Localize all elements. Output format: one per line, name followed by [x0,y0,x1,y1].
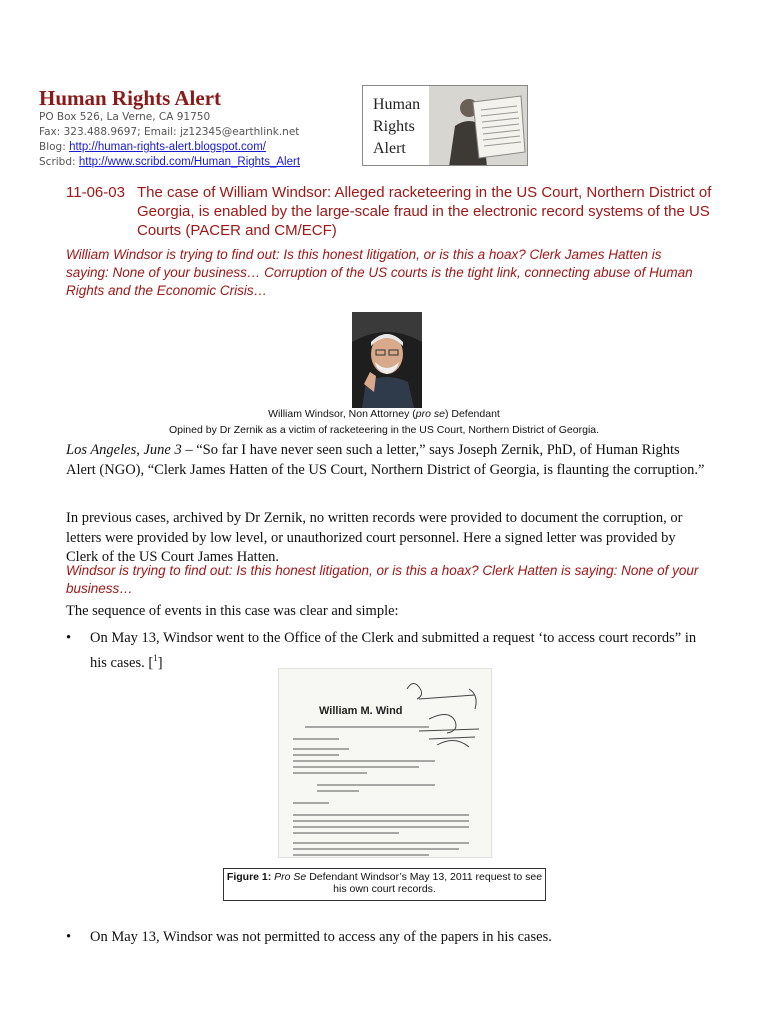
lead-summary: William Windsor is trying to find out: Is this honest litigation, or is this a hoax? Clerk James Hatten is saying: None of your business… Corruption of the US courts is the tight link, connecting abuse of Human Rights and the Economic Crisis… [66,247,693,298]
logo-text [373,94,420,160]
bullet-icon: • [66,929,72,945]
scribd-link[interactable]: http://www.scribd.com/Human_Rights_Alert [78,156,301,168]
logo-word: Rights [373,118,415,135]
org-title: Human Rights Alert [39,86,222,110]
logo-word: Alert [373,140,406,157]
blog-line [39,140,266,154]
scribd-line [39,155,300,169]
dateline: Los Angeles, June 3 [66,442,182,458]
figure-label: Figure 1: [226,871,272,883]
photo-caption-line1: William Windsor, Non Attorney (pro se) Defendant [268,408,500,420]
list-item-text: On May 13, Windsor was not permitted to access any of the papers in his cases. [90,929,552,945]
italic-red-callout: Windsor is trying to find out: Is this honest litigation, or is this a hoax? Clerk Hatten is saying: None of your business… [66,563,699,596]
headline [66,183,716,240]
logo-photo-icon [429,86,528,166]
list-item-text: On May 13, Windsor went to the Office of the Clerk and submitted a request ‘to access court records” in his cases. [$^1$] [90,630,697,671]
photo-caption-line2: Opined by Dr Zernik as a victim of racketeering in the US Court, Northern District of Georgia. [168,424,600,436]
paragraph-dateline: Los Angeles, June 3 – “So far I have never seen such a letter,” says Joseph Zernik, PhD, of Human Rights Alert (NGO), “Clerk James Hatten of the US Court, Northern District of Georgia, is flaunting the corruption.” [66,442,705,478]
letter-scan-image [278,668,492,858]
windsor-photo [352,312,422,408]
bullet-icon: • [66,630,72,646]
list-item [66,928,706,948]
blog-label: Blog: [39,141,66,153]
blog-link[interactable]: http://human-rights-alert.blogspot.com/ [69,141,266,153]
headline-number: 11-06-03 [66,184,125,201]
portrait-image [352,312,422,408]
list-item [66,629,706,673]
footnote-ref[interactable]: 1 [153,652,158,663]
headline-text: The case of William Windsor: Alleged racketeering in the US Court, Northern District of Georgia, is enabled by the large-scale fraud in the electronic record systems of the US Courts (PACER and CM/ECF) [137,184,712,239]
address-line: PO Box 526, La Verne, CA 91750 [39,111,211,123]
scribd-label: Scribd: [39,156,76,168]
fax-email-line: Fax: 323.488.9697; Email: jz12345@earthlink.net [39,126,300,138]
letter-header-name: William M. Wind [319,705,403,717]
figure-em: Pro Se [274,871,307,883]
letter-text-lines [279,669,491,857]
logo-word: Human [373,96,421,113]
paragraph-sequence: The sequence of events in this case was clear and simple: [66,603,399,619]
figure-caption-text: Defendant Windsor’s May 13, 2011 request to see his own court records. [306,871,543,895]
org-logo [362,85,528,166]
figure-caption [223,868,546,901]
paragraph-previous-cases: In previous cases, archived by Dr Zernik, no written records were provided to document the corruption, or letters were provided by low level, or unauthorized court personnel. Here a signed letter was provided by Clerk of the US Court James Hatten. [66,510,683,565]
